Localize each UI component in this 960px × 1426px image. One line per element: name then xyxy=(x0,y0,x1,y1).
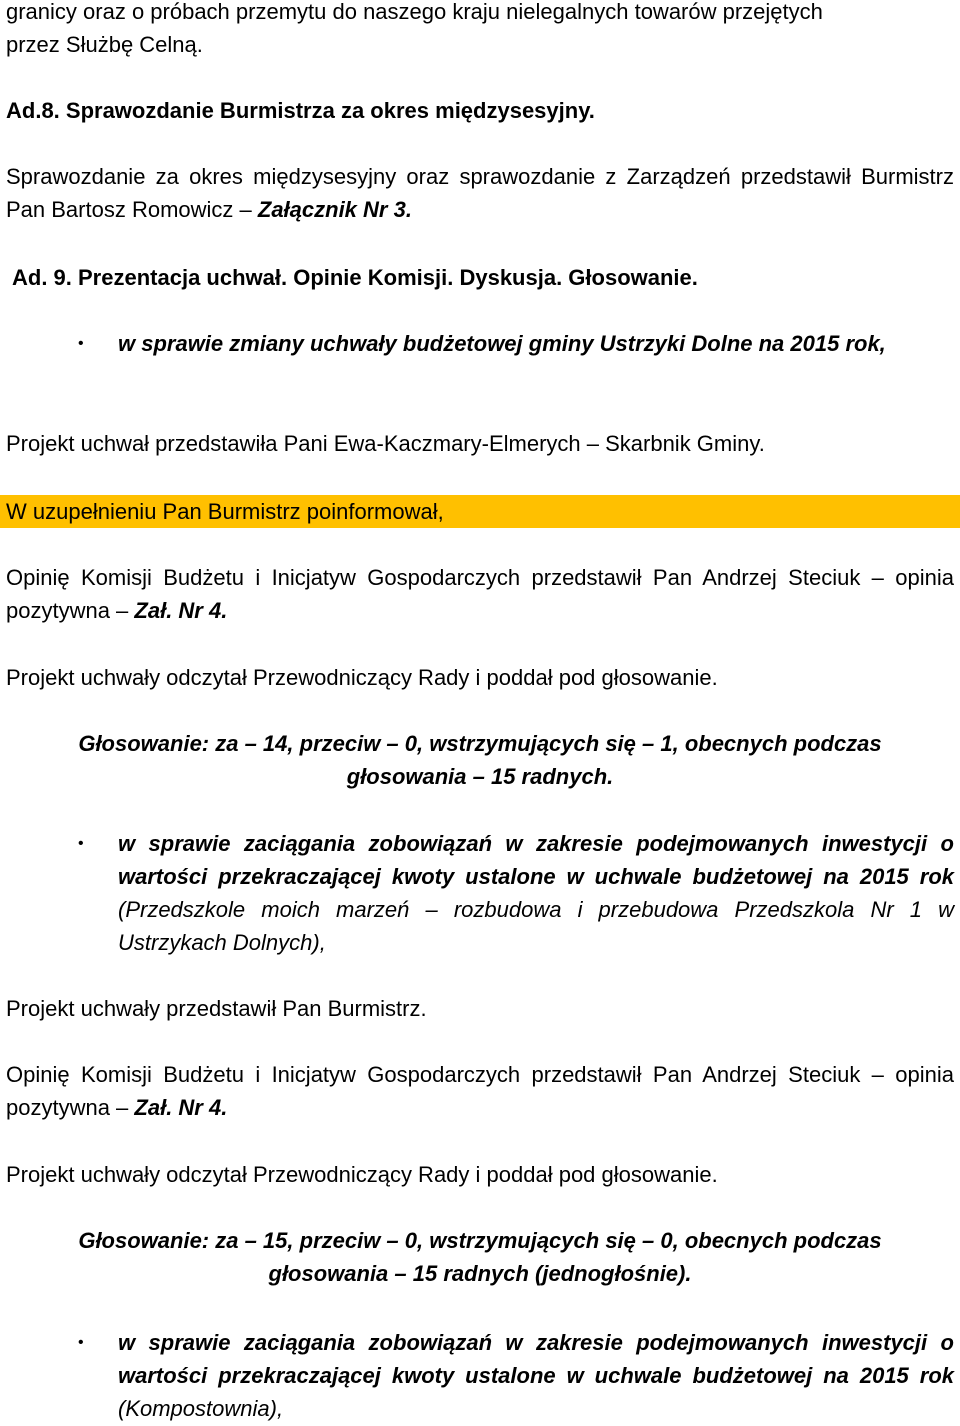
ad8-attachment-ref: Załącznik Nr 3. xyxy=(257,197,412,222)
bullet-icon: • xyxy=(78,1334,84,1351)
item1-opinion-text: Opinię Komisji Budżetu i Inicjatyw Gospodarczych przedstawił Pan Andrzej Steciuk – opinia pozytywna – xyxy=(6,565,954,623)
item2-presented: Projekt uchwały przedstawił Pan Burmistrz. xyxy=(6,996,427,1021)
ad8-heading: Ad.8. Sprawozdanie Burmistrza za okres międzysesyjny. xyxy=(6,98,595,123)
item2-vote-line-2: głosowania – 15 radnych (jednogłośnie). xyxy=(268,1261,692,1286)
item2-title-rest: (Przedszkole moich marzeń – rozbudowa i przebudowa Przedszkola Nr 1 w Ustrzykach Dolnych), xyxy=(118,897,954,955)
item3-title xyxy=(118,1326,954,1425)
item3-title-bold: w sprawie zaciągania zobowiązań w zakresie podejmowanych inwestycji o wartości przekraczającej kwoty ustalone w uchwale budżetowej na 2015 rok xyxy=(118,1330,954,1388)
item2-opinion-text: Opinię Komisji Budżetu i Inicjatyw Gospodarczych przedstawił Pan Andrzej Steciuk – opinia pozytywna – xyxy=(6,1062,954,1120)
item2-title xyxy=(118,827,954,959)
bullet-icon: • xyxy=(78,335,84,352)
item2-opinion-paragraph xyxy=(6,1058,954,1124)
item1-vote-line-2: głosowania – 15 radnych. xyxy=(346,764,614,789)
item1-opinion-paragraph xyxy=(6,561,954,627)
intro-line-1: granicy oraz o próbach przemytu do naszego kraju nielegalnych towarów przejętych xyxy=(6,0,823,24)
item2-vote-line-1: Głosowanie: za – 15, przeciw – 0, wstrzymujących się – 0, obecnych podczas xyxy=(78,1228,882,1253)
item1-vote-line-1: Głosowanie: za – 14, przeciw – 0, wstrzymujących się – 1, obecnych podczas xyxy=(78,731,882,756)
ad8-report-paragraph xyxy=(6,160,954,226)
item1-opinion-attachment: Zał. Nr 4. xyxy=(134,598,228,623)
ad9-heading: Ad. 9. Prezentacja uchwał. Opinie Komisji. Dyskusja. Głosowanie. xyxy=(12,265,698,290)
item2-opinion-attachment: Zał. Nr 4. xyxy=(134,1095,228,1120)
item1-title: w sprawie zmiany uchwały budżetowej gminy Ustrzyki Dolne na 2015 rok, xyxy=(118,331,886,356)
item2-read: Projekt uchwały odczytał Przewodniczący Rady i poddał pod głosowanie. xyxy=(6,1162,718,1187)
item2-title-bold: w sprawie zaciągania zobowiązań w zakresie podejmowanych inwestycji o wartości przekraczającej kwoty ustalone w uchwale budżetowej na 2015 rok xyxy=(118,831,954,889)
item3-title-rest: (Kompostownia), xyxy=(118,1396,284,1421)
item1-presented: Projekt uchwał przedstawiła Pani Ewa-Kaczmary-Elmerych – Skarbnik Gminy. xyxy=(6,431,765,456)
item1-read: Projekt uchwały odczytał Przewodniczący Rady i poddał pod głosowanie. xyxy=(6,665,718,690)
item1-supplement-highlight: W uzupełnieniu Pan Burmistrz poinformował, xyxy=(0,495,960,528)
bullet-icon: • xyxy=(78,835,84,852)
intro-line-2: przez Służbę Celną. xyxy=(6,32,203,57)
ad8-report-text: Sprawozdanie za okres międzysesyjny oraz sprawozdanie z Zarządzeń przedstawił Burmistrz Pan Bartosz Romowicz – xyxy=(6,164,954,222)
